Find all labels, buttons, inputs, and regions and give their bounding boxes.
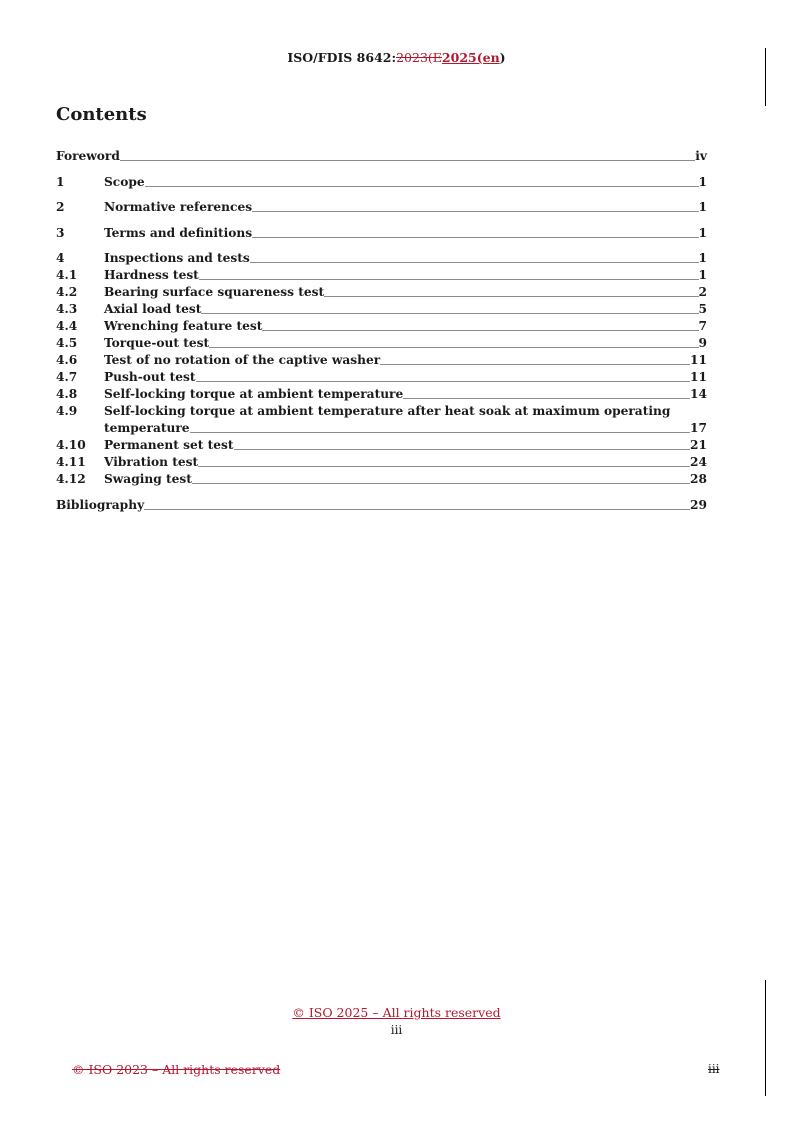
toc-entry-page: 9 <box>698 336 707 350</box>
toc-leader-dots <box>120 160 695 161</box>
toc-entry[interactable] <box>56 250 707 267</box>
toc-entry[interactable] <box>56 284 707 301</box>
toc-entry-number: 4.10 <box>56 438 86 452</box>
toc-leader-dots <box>192 483 690 484</box>
toc-entry[interactable] <box>56 174 707 191</box>
toc-entry-number: 4.3 <box>56 302 78 316</box>
toc-entry-label: Wrenching feature test <box>104 319 263 333</box>
toc-leader-dots <box>145 186 699 187</box>
toc-entry[interactable] <box>56 403 707 420</box>
toc-entry-number: 4.12 <box>56 472 86 486</box>
toc-leader-dots <box>262 330 698 331</box>
toc-entry-page: 5 <box>698 302 707 316</box>
footer-copyright-old: © ISO 2023 – All rights reserved <box>72 1062 281 1077</box>
toc-entry[interactable] <box>56 454 707 471</box>
toc-leader-dots <box>196 381 690 382</box>
toc-entry-label: Push-out test <box>104 370 196 384</box>
toc-entry-number: 4.2 <box>56 285 78 299</box>
toc-leader-dots <box>234 449 691 450</box>
toc-entry-label: Bibliography <box>56 497 145 512</box>
toc-entry[interactable] <box>56 420 707 437</box>
toc-entry-page: 17 <box>690 421 707 435</box>
toc-entry-page: 14 <box>690 387 707 401</box>
toc-entry-label: Vibration test <box>104 455 199 469</box>
toc-leader-dots <box>144 509 690 510</box>
header-deleted-year: 2023(E <box>396 50 442 65</box>
toc-entry-number: 4.7 <box>56 370 78 384</box>
table-of-contents <box>56 148 707 514</box>
toc-leader-dots <box>380 364 690 365</box>
toc-entry-label: Self-locking torque at ambient temperature after heat soak at maximum operating <box>104 404 671 418</box>
toc-entry-label: Test of no rotation of the captive washer <box>104 353 381 367</box>
toc-entry-page: 1 <box>698 251 707 265</box>
footer-page-number-old: iii <box>708 1062 720 1076</box>
toc-entry-page: 2 <box>698 285 707 299</box>
toc-entry[interactable] <box>56 301 707 318</box>
toc-entry-label: Inspections and tests <box>104 251 250 265</box>
toc-entry[interactable] <box>56 386 707 403</box>
toc-entry-label: Self-locking torque at ambient temperature <box>104 387 404 401</box>
toc-entry-page: iv <box>695 149 707 163</box>
toc-entry-label: Terms and definitions <box>104 225 253 240</box>
toc-leader-dots <box>199 279 699 280</box>
toc-entry-label: Bearing surface squareness test <box>104 285 325 299</box>
toc-entry-number: 4.8 <box>56 387 78 401</box>
toc-entry-number: 4.1 <box>56 268 78 282</box>
toc-entry-number: 1 <box>56 174 65 189</box>
toc-leader-dots <box>198 466 690 467</box>
toc-entry[interactable] <box>56 497 707 514</box>
toc-entry-page: 21 <box>690 438 707 452</box>
toc-entry-label: Foreword <box>56 149 120 163</box>
toc-leader-dots <box>252 237 698 238</box>
toc-entry-number: 4.9 <box>56 404 78 418</box>
footer-copyright-new <box>0 1005 793 1020</box>
toc-entry-page: 24 <box>690 455 707 469</box>
toc-entry[interactable] <box>56 267 707 284</box>
toc-leader-dots <box>250 262 699 263</box>
toc-entry-page: 1 <box>698 200 707 214</box>
toc-entry[interactable] <box>56 369 707 386</box>
toc-entry-page: 1 <box>698 268 707 282</box>
toc-leader-dots <box>201 313 698 314</box>
toc-entry[interactable] <box>56 225 707 242</box>
toc-entry-label: Swaging test <box>104 472 192 486</box>
toc-entry-number: 2 <box>56 200 65 214</box>
toc-entry-label: Scope <box>104 174 145 189</box>
toc-leader-dots <box>403 398 690 399</box>
toc-entry-page: 1 <box>698 225 707 240</box>
toc-entry-page: 11 <box>690 353 707 367</box>
toc-leader-dots <box>190 432 690 433</box>
header-suffix: ) <box>499 50 506 65</box>
toc-entry-label: Permanent set test <box>104 438 234 452</box>
toc-entry[interactable] <box>56 318 707 335</box>
toc-entry-label: Torque-out test <box>104 336 210 350</box>
header-inserted-year: 2025(en <box>441 50 500 65</box>
toc-entry-number: 4.11 <box>56 455 86 469</box>
toc-leader-dots <box>252 211 698 212</box>
toc-leader-dots <box>324 296 698 297</box>
toc-entry-number: 4.5 <box>56 336 78 350</box>
footer-page-number-new: iii <box>390 1023 403 1037</box>
change-bar-bottom <box>765 980 766 1096</box>
toc-entry-label: temperature <box>104 421 190 435</box>
toc-entry[interactable] <box>56 148 707 165</box>
toc-entry-number: 4.4 <box>56 319 78 333</box>
page-title: Contents <box>56 104 147 125</box>
toc-entry-number: 4.6 <box>56 353 78 367</box>
toc-entry-number: 4 <box>56 251 65 265</box>
toc-entry-label: Normative references <box>104 200 253 214</box>
toc-entry[interactable] <box>56 471 707 488</box>
toc-entry-page: 28 <box>690 472 707 486</box>
toc-entry[interactable] <box>56 199 707 216</box>
toc-entry-number: 3 <box>56 225 65 240</box>
toc-entry-page: 11 <box>690 370 707 384</box>
toc-leader-dots <box>209 347 698 348</box>
toc-entry-page: 29 <box>690 497 707 512</box>
header-prefix: ISO/FDIS 8642: <box>287 50 397 65</box>
footer-copyright-new-text: © ISO 2025 – All rights reserved <box>292 1005 501 1020</box>
toc-entry[interactable] <box>56 352 707 369</box>
toc-entry-label: Hardness test <box>104 268 199 282</box>
toc-entry-page: 7 <box>698 319 707 333</box>
toc-entry-label: Axial load test <box>104 302 202 316</box>
change-bar-top <box>765 48 766 106</box>
toc-entry[interactable] <box>56 335 707 352</box>
toc-entry-page: 1 <box>698 174 707 189</box>
document-header <box>0 50 793 65</box>
toc-entry[interactable] <box>56 437 707 454</box>
